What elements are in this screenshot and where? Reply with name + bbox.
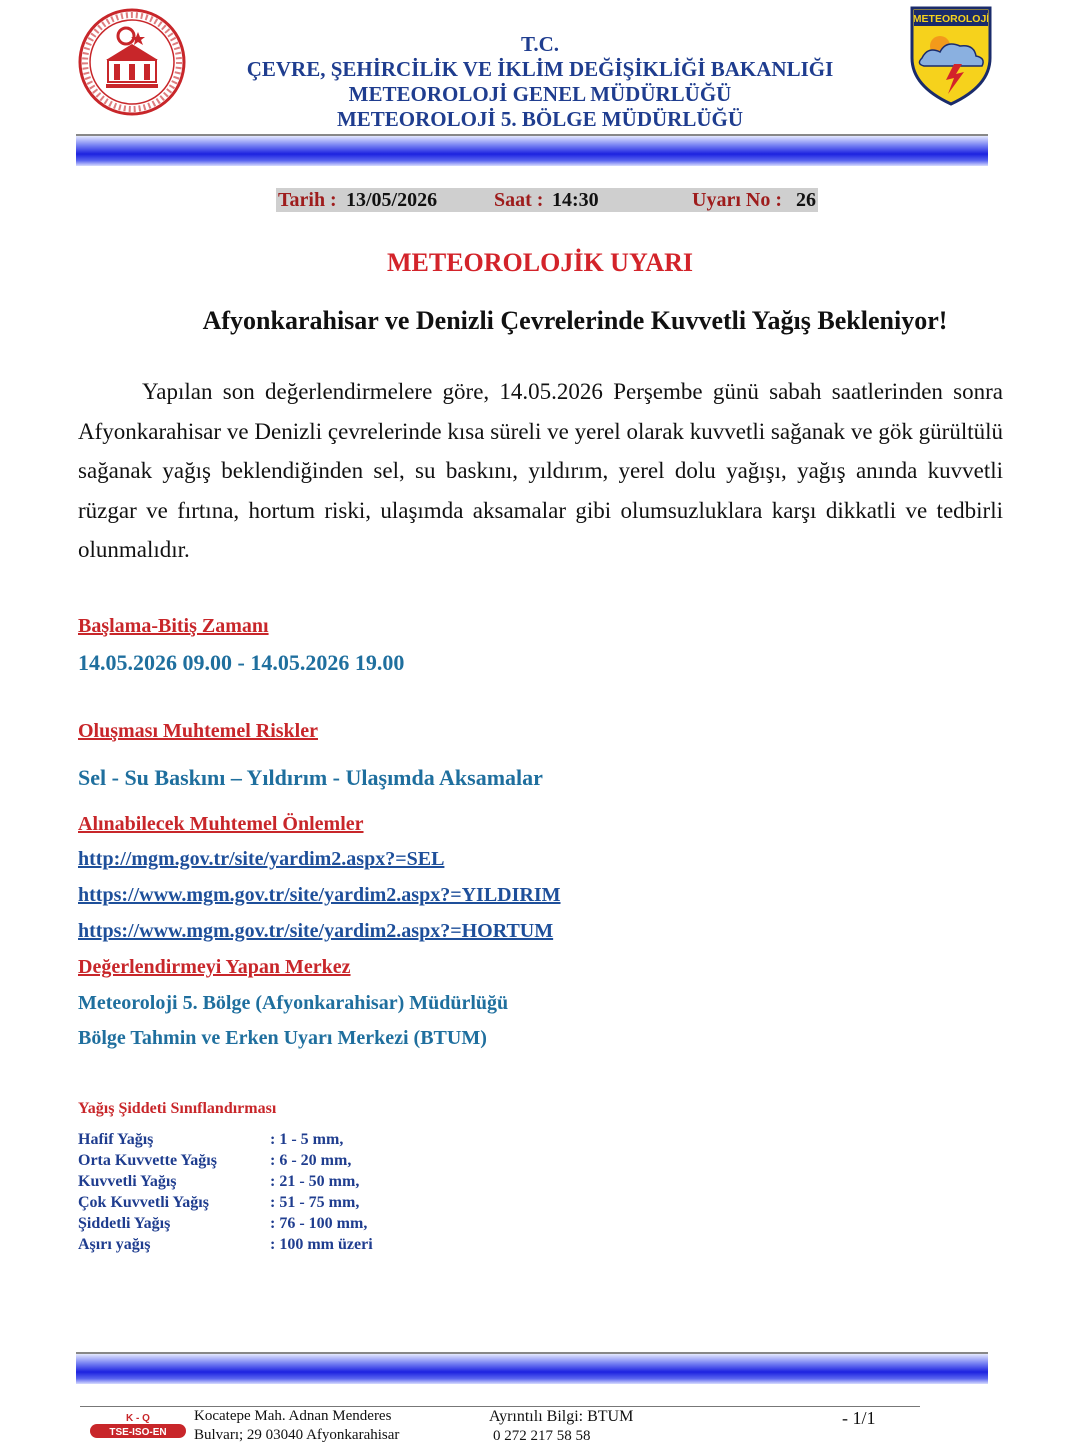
footer-rule xyxy=(80,1406,920,1407)
class-value: : 76 - 100 mm, xyxy=(270,1215,368,1232)
date-value: 13/05/2026 xyxy=(346,189,438,211)
class-name: Orta Kuvvette Yağış xyxy=(78,1152,217,1169)
tse-mid-text: TSE-ISO-EN xyxy=(109,1427,167,1438)
shield-label: METEOROLOJİ xyxy=(912,13,990,25)
class-name: Hafif Yağış xyxy=(78,1131,154,1148)
tse-top-text: K - Q xyxy=(126,1413,150,1424)
meteoroloji-shield-logo xyxy=(910,6,992,106)
class-name: Çok Kuvvetli Yağış xyxy=(78,1194,209,1211)
tse-certification-logo xyxy=(88,1410,188,1440)
center-line-2: Bölge Tahmin ve Erken Uyarı Merkezi (BTUM) xyxy=(78,1027,487,1049)
footer-address-2: Bulvarı; 29 03040 Afyonkarahisar xyxy=(194,1427,400,1443)
time-heading: Başlama-Bitiş Zamanı xyxy=(78,615,269,637)
risk-value: Sel - Su Baskını – Yıldırım - Ulaşımda Aksamalar xyxy=(78,765,543,790)
class-value: : 51 - 75 mm, xyxy=(270,1194,360,1211)
time-value: 14:30 xyxy=(552,189,599,211)
footer-info-2: 0 272 217 58 58 xyxy=(493,1428,591,1444)
header-directorate: METEOROLOJİ GENEL MÜDÜRLÜĞÜ xyxy=(348,82,732,106)
classification-title: Yağış Şiddeti Sınıflandırması xyxy=(78,1100,277,1117)
center-line-1: Meteoroloji 5. Bölge (Afyonkarahisar) Müdürlüğü xyxy=(78,992,509,1014)
date-label: Tarih : xyxy=(278,189,337,211)
class-value: : 1 - 5 mm, xyxy=(270,1131,344,1148)
time-value: 14.05.2026 09.00 - 14.05.2026 19.00 xyxy=(78,650,405,675)
header-region: METEOROLOJİ 5. BÖLGE MÜDÜRLÜĞÜ xyxy=(336,107,744,131)
risk-heading: Oluşması Muhtemel Riskler xyxy=(78,720,318,742)
header-ministry: ÇEVRE, ŞEHİRCİLİK VE İKLİM DEĞİŞİKLİĞİ BAKANLIĞI xyxy=(246,57,834,81)
header-blue-band xyxy=(76,136,988,166)
page-subtitle: Afyonkarahisar ve Denizli Çevrelerinde Kuvvetli Yağış Bekleniyor! xyxy=(202,306,948,335)
warning-body-text: Yapılan son değerlendirmelere göre, 14.05.2026 Perşembe günü sabah saatlerinden sonra Afyonkarahisar ve Denizli çevrelerinde kısa süreli ve yerel olarak kuvvetli sağanak ve gök gürültülü sağanak yağış beklendiğinden sel, su baskını, yıldırım, yerel dolu yağışı, yağış anında kuvvetli rüzgar ve fırtına, hortum riski, ulaşımda aksamalar gibi olumsuzluklara karşı dikkatli ve tedbirli olunmalıdır. xyxy=(78,379,1003,562)
footer-address-1: Kocatepe Mah. Adnan Menderes xyxy=(194,1408,392,1424)
footer-blue-band xyxy=(76,1354,988,1384)
page-title: METEOROLOJİK UYARI xyxy=(386,248,694,277)
class-name: Aşırı yağış xyxy=(78,1236,151,1253)
ministry-seal-logo xyxy=(78,8,186,116)
measures-heading: Alınabilecek Muhtemel Önlemler xyxy=(78,813,364,835)
class-value: : 100 mm üzeri xyxy=(270,1236,373,1253)
warning-body xyxy=(78,372,1003,570)
class-name: Şiddetli Yağış xyxy=(78,1215,171,1232)
footer-page-number: - 1/1 xyxy=(842,1408,876,1428)
class-value: : 21 - 50 mm, xyxy=(270,1173,360,1190)
link-sel[interactable]: http://mgm.gov.tr/site/yardim2.aspx?=SEL xyxy=(78,848,445,870)
header-tc: T.C. xyxy=(520,32,560,56)
class-name: Kuvvetli Yağış xyxy=(78,1173,177,1190)
class-value: : 6 - 20 mm, xyxy=(270,1152,352,1169)
time-label: Saat : xyxy=(494,189,544,211)
link-hortum[interactable]: https://www.mgm.gov.tr/site/yardim2.aspx?=HORTUM xyxy=(78,920,554,942)
warning-no-label: Uyarı No : xyxy=(692,189,782,211)
center-heading: Değerlendirmeyi Yapan Merkez xyxy=(78,956,351,978)
footer-info-1: Ayrıntılı Bilgi: BTUM xyxy=(489,1408,634,1425)
warning-no-value: 26 xyxy=(796,189,816,211)
link-yildirim[interactable]: https://www.mgm.gov.tr/site/yardim2.aspx?=YILDIRIM xyxy=(78,884,561,906)
warning-info-bar xyxy=(276,188,818,212)
